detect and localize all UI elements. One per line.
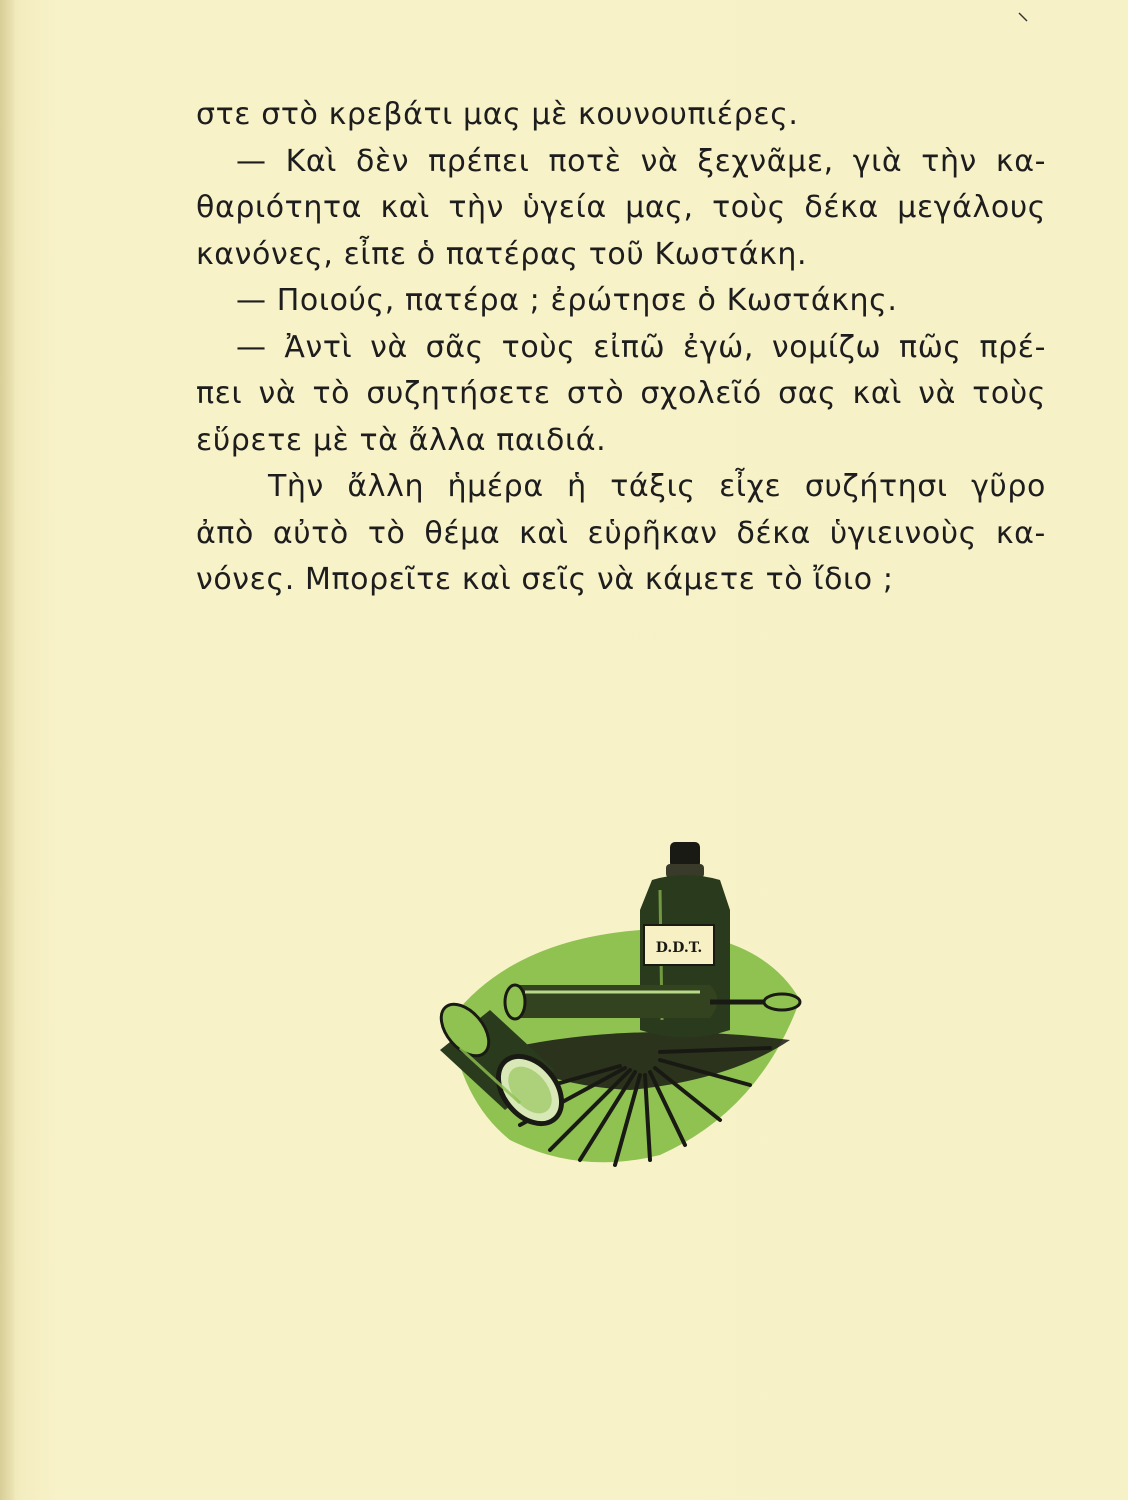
body-text: [196, 92, 1046, 604]
text-line: ἀπὸ αὐτὸ τὸ θέμα καὶ εὑρῆκαν δέκα ὑγιεινοὺς κα-: [196, 515, 1046, 551]
ddt-illustration: [430, 820, 810, 1170]
bottle-label: D.D.T.: [655, 940, 703, 956]
text-line: στε στὸ κρεβάτι μας μὲ κουνουπιέρες.: [196, 97, 799, 132]
text-line: Τὴν ἄλλη ἡμέρα ἡ τάξις εἶχε συζήτησι γῦρο: [268, 469, 1046, 504]
text-line: — Ἀντὶ νὰ σᾶς τοὺς εἰπῶ ἐγώ, νομίζω πῶς πρέ-: [236, 329, 1046, 365]
text-line: θαριότητα καὶ τὴν ὑγεία μας, τοὺς δέκα μεγάλους: [196, 190, 1046, 225]
text-line: πει νὰ τὸ συζητήσετε στὸ σχολεῖό σας καὶ νὰ τοὺς: [196, 376, 1046, 411]
text-line: εὕρετε μὲ τὰ ἄλλα παιδιά.: [196, 422, 607, 458]
stray-mark: [1018, 12, 1028, 22]
binding-edge: [0, 0, 14, 1500]
text-line: — Ποιούς, πατέρα ; ἐρώτησε ὁ Κωστάκης.: [236, 283, 898, 318]
text-line: κανόνες, εἶπε ὁ πατέρας τοῦ Κωστάκη.: [196, 236, 808, 272]
text-line: νόνες. Μπορεῖτε καὶ σεῖς νὰ κάμετε τὸ ἴδιο ;: [196, 562, 894, 597]
text-line: — Καὶ δὲν πρέπει ποτὲ νὰ ξεχνᾶμε, γιὰ τὴν κα-: [236, 143, 1046, 179]
